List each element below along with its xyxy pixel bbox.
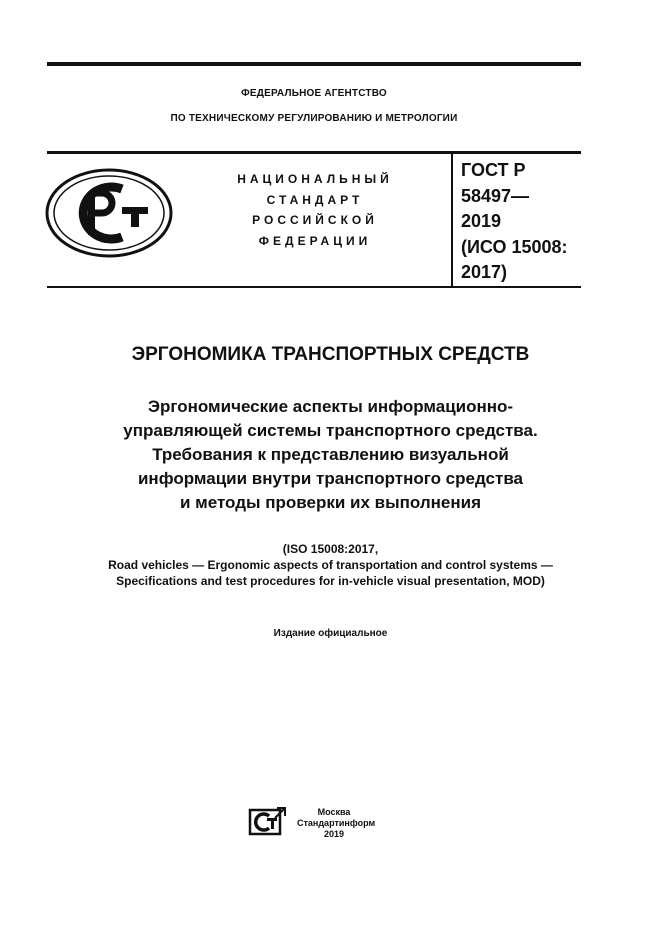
designation-line-4: (ИСО 15008: xyxy=(461,237,568,257)
national-standard-line-1: НАЦИОНАЛЬНЫЙ xyxy=(237,172,393,186)
designation-line-3: 2019 xyxy=(461,211,502,231)
agency-name-line-1: ФЕДЕРАЛЬНОЕ АГЕНТСТВО xyxy=(241,88,387,99)
header-bottom-rule xyxy=(47,286,581,288)
edition-label: Издание официальное xyxy=(273,628,388,639)
publication-year: 2019 xyxy=(323,829,345,839)
iso-reference-line-1: (ISO 15008:2017, xyxy=(282,542,379,556)
publisher-name: Стандартинформ xyxy=(297,818,376,828)
subtitle-line-2: управляющей системы транспортного средства. xyxy=(123,421,538,440)
designation-line-2: 58497— xyxy=(461,186,530,206)
subtitle-line-3: Требования к представлению визуальной xyxy=(152,445,509,464)
agency-name-line-2: ПО ТЕХНИЧЕСКОМУ РЕГУЛИРОВАНИЮ И МЕТРОЛОГИИ xyxy=(170,113,458,124)
designation-line-1: ГОСТ Р xyxy=(461,160,526,180)
designation-separator xyxy=(451,153,453,287)
publisher-logo-icon xyxy=(247,806,287,836)
header-rule xyxy=(47,151,581,154)
designation-line-5: 2017) xyxy=(461,262,508,282)
iso-reference-line-3: Specifications and test procedures for in-vehicle visual presentation, MOD) xyxy=(116,574,545,588)
national-standard-line-4: ФЕДЕРАЦИИ xyxy=(258,234,372,248)
iso-reference-line-2: Road vehicles — Ergonomic aspects of transportation and control systems — xyxy=(108,558,553,572)
national-standard-line-3: РОССИЙСКОЙ xyxy=(252,213,378,227)
rst-emblem-icon xyxy=(44,167,174,259)
publisher-city: Москва xyxy=(317,807,351,817)
subtitle-line-4: информации внутри транспортного средства xyxy=(137,469,524,488)
top-rule xyxy=(47,62,581,66)
document-title: ЭРГОНОМИКА ТРАНСПОРТНЫХ СРЕДСТВ xyxy=(131,344,530,365)
national-standard-line-2: СТАНДАРТ xyxy=(266,193,364,207)
subtitle-line-5: и методы проверки их выполнения xyxy=(179,493,482,512)
subtitle-line-1: Эргономические аспекты информационно- xyxy=(147,397,514,416)
